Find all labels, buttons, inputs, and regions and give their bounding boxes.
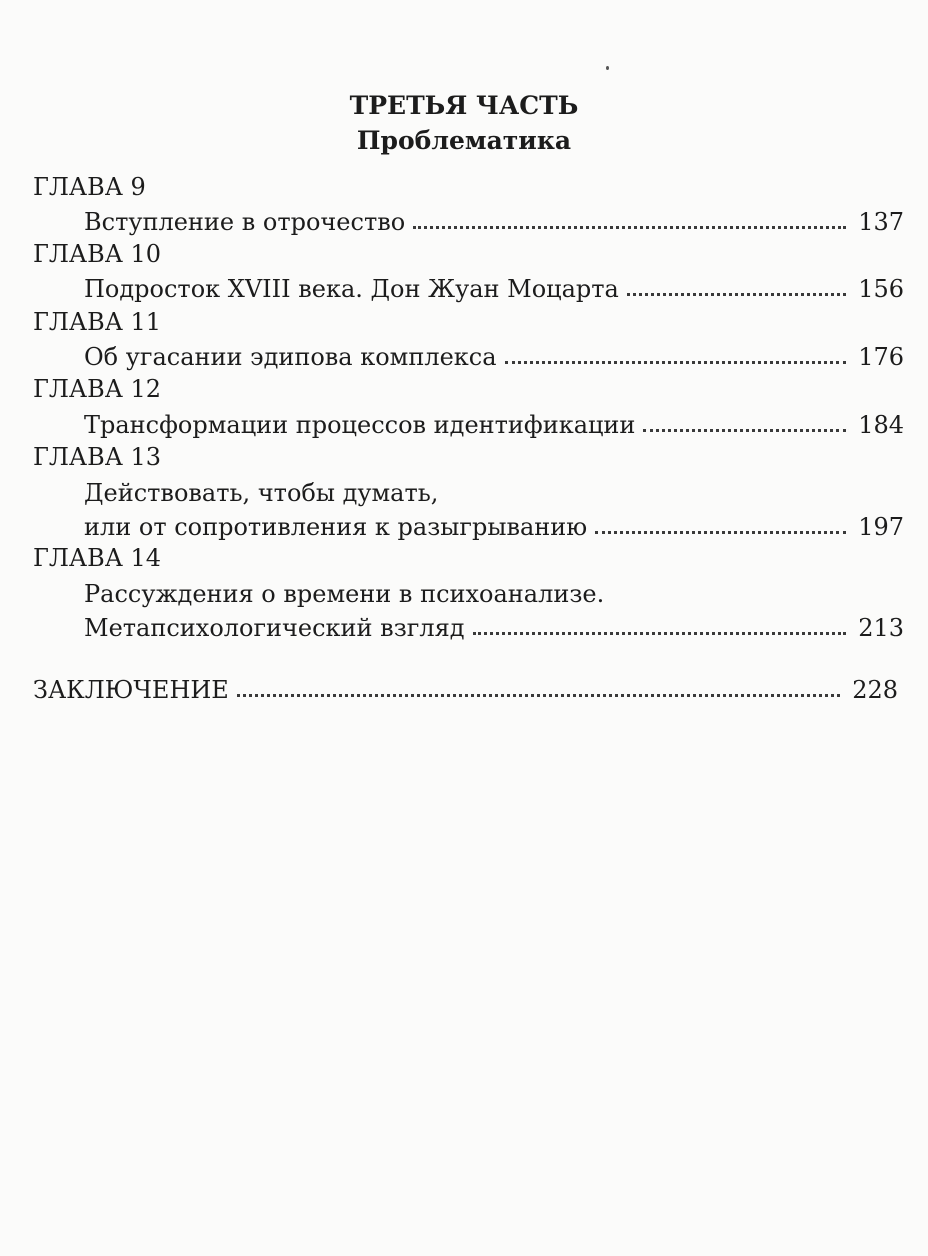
chapter-13-label: ГЛАВА 13 [33, 443, 162, 471]
chapter-14-title-line-1: Рассуждения о времени в психоанализе. [84, 580, 605, 608]
chapter-13-title-line-2: или от сопротивления к разыгрыванию [84, 513, 588, 541]
dot-leader [237, 694, 840, 697]
chapter-9-label: ГЛАВА 9 [33, 173, 146, 201]
paper-speck [606, 66, 609, 70]
chapter-9-title: Вступление в отрочество [84, 208, 406, 236]
chapter-12-label: ГЛАВА 12 [33, 375, 162, 403]
chapter-10-entry[interactable] [84, 274, 904, 304]
chapter-14-label: ГЛАВА 14 [33, 544, 162, 572]
chapter-14-page: 213 [858, 614, 904, 642]
chapter-12-entry[interactable] [84, 410, 904, 440]
chapter-11-label: ГЛАВА 11 [33, 308, 162, 336]
conclusion-page: 228 [852, 676, 898, 704]
dot-leader [595, 531, 846, 534]
chapter-10-label: ГЛАВА 10 [33, 240, 162, 268]
chapter-10-page: 156 [858, 275, 904, 303]
chapter-13-entry[interactable] [84, 478, 904, 542]
conclusion-title: ЗАКЛЮЧЕНИЕ [33, 676, 229, 704]
chapter-14-title-line-2: Метапсихологический взгляд [84, 614, 465, 642]
chapter-11-entry[interactable] [84, 342, 904, 372]
chapter-12-title: Трансформации процессов идентификации [84, 411, 636, 439]
dot-leader [627, 293, 846, 296]
chapter-9-page: 137 [858, 208, 904, 236]
chapter-10-title: Подросток XVIII века. Дон Жуан Моцарта [84, 275, 619, 303]
part-title: Проблематика [356, 126, 572, 155]
part-label: ТРЕТЬЯ ЧАСТЬ [349, 91, 579, 120]
chapter-13-title-line-1: Действовать, чтобы думать, [84, 479, 439, 507]
chapter-14-entry[interactable] [84, 579, 904, 643]
conclusion-entry[interactable] [33, 675, 898, 705]
chapter-12-page: 184 [858, 411, 904, 439]
dot-leader [505, 361, 847, 364]
chapter-11-title: Об угасании эдипова комплекса [84, 343, 497, 371]
dot-leader [473, 632, 847, 635]
dot-leader [643, 429, 846, 432]
chapter-9-entry[interactable] [84, 207, 904, 237]
chapter-11-page: 176 [858, 343, 904, 371]
chapter-13-page: 197 [858, 513, 904, 541]
dot-leader [413, 226, 846, 229]
